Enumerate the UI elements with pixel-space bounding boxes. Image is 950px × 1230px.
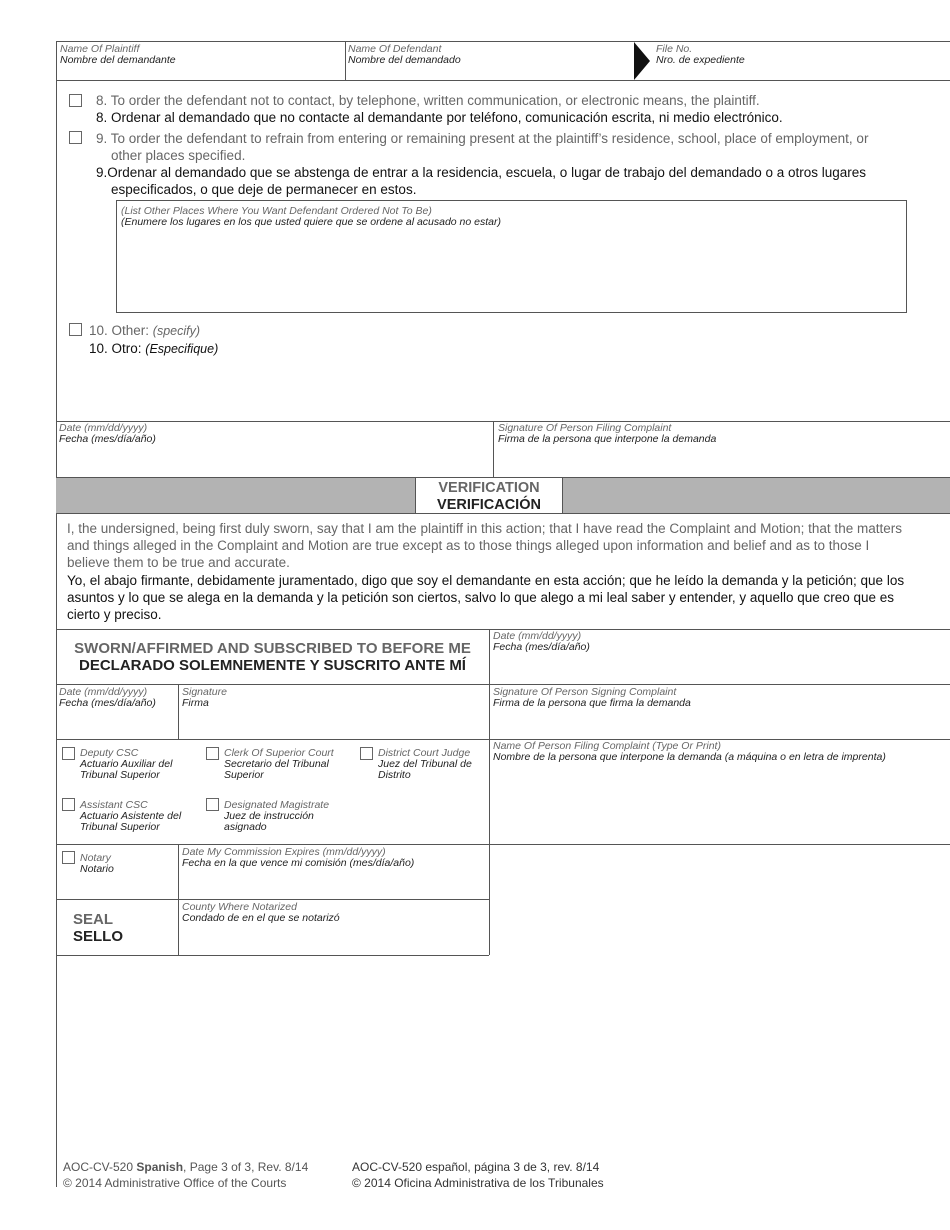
commission-label-es: Fecha en la que vence mi comisión (mes/día/año) xyxy=(182,857,415,869)
file-number-field[interactable] xyxy=(656,44,745,66)
item8-text-es: 8. Ordenar al demandado que no contacte al demandante por teléfono, comunicación escrita, ni medio electrónico. xyxy=(96,110,783,125)
assistant-csc-checkbox[interactable] xyxy=(62,798,75,811)
district-court-judge-checkbox[interactable] xyxy=(360,747,373,760)
designated-magistrate-label: Designated Magistrate Juez de instrucción asignado xyxy=(224,799,330,833)
clerk-superior-court-checkbox[interactable] xyxy=(206,747,219,760)
signing-signature-label-en: Signature Of Person Signing Complaint xyxy=(493,686,677,698)
header-top-rule xyxy=(56,41,950,42)
sworn-left-date-label-en: Date (mm/dd/yyyy) xyxy=(59,686,148,698)
sworn-left-date-label-es: Fecha (mes/día/año) xyxy=(59,697,156,709)
verification-title-en: VERIFICATION xyxy=(438,480,540,496)
seal-bottom-rule xyxy=(56,955,489,956)
sworn-title-es: DECLARADO SOLEMNEMENTE Y SUSCRITO ANTE MÍ xyxy=(79,657,466,674)
defendant-label-es: Nombre del demandado xyxy=(348,54,461,66)
sworn-date-label-en: Date (mm/dd/yyyy) xyxy=(493,630,582,642)
clerk-superior-court-label: Clerk Of Superior Court Secretario del Tribunal Superior xyxy=(224,747,334,781)
sworn-left-date-field[interactable] xyxy=(59,687,156,709)
item10-text-es: 10. Otro: (Especifique) xyxy=(89,341,219,356)
notary-top-rule xyxy=(56,844,950,845)
sworn-center-divider xyxy=(489,629,490,955)
notary-label: Notary Notario xyxy=(80,852,114,875)
seal-label-es: SELLO xyxy=(73,928,124,945)
seal-top-rule xyxy=(56,899,489,900)
header-divider-1 xyxy=(345,41,346,80)
signature-row-divider xyxy=(178,684,179,739)
deputy-csc-checkbox[interactable] xyxy=(62,747,75,760)
places-label-es: (Enumere los lugares en los que usted quiere que se ordene al acusado no estar) xyxy=(121,216,501,228)
item9-text-es-2: especificados, o que deje de permanecer en estos. xyxy=(111,182,417,197)
places-label-en: (List Other Places Where You Want Defendant Ordered Not To Be) xyxy=(121,205,432,217)
filer-name-label-es: Nombre de la persona que interpone la demanda (a máquina o en letra de imprenta) xyxy=(493,751,886,763)
deputy-csc-label: Deputy CSC Actuario Auxiliar del Tribunal Superior xyxy=(80,747,173,781)
item9-checkbox[interactable] xyxy=(69,131,82,144)
official-signature-field[interactable] xyxy=(182,687,227,709)
designated-magistrate-checkbox[interactable] xyxy=(206,798,219,811)
signature-row-rule xyxy=(56,684,950,685)
footer-form-en: AOC-CV-520 Spanish, Page 3 of 3, Rev. 8/14 xyxy=(63,1160,309,1174)
item9-text-en-1: 9. To order the defendant to refrain from entering or remaining present at the plaintiff’s residence, school, place of employment, or xyxy=(96,131,869,146)
left-margin-rule xyxy=(56,41,57,1187)
commission-label-en: Date My Commission Expires (mm/dd/yyyy) xyxy=(182,846,386,858)
filer-name-field[interactable] xyxy=(493,741,886,763)
filing-date-label-en: Date (mm/dd/yyyy) xyxy=(59,422,148,434)
seal-label-en: SEAL xyxy=(73,911,114,928)
district-court-judge-label: District Court Judge Juez del Tribunal de Distrito xyxy=(378,747,472,781)
plaintiff-label-en: Name Of Plaintiff xyxy=(60,43,140,55)
filing-date-label-es: Fecha (mes/día/año) xyxy=(59,433,156,445)
verification-title-box xyxy=(415,477,563,514)
footer-en xyxy=(63,1159,308,1191)
item8-checkbox[interactable] xyxy=(69,94,82,107)
item10-checkbox[interactable] xyxy=(69,323,82,336)
filing-signature-label-en: Signature Of Person Filing Complaint xyxy=(498,422,672,434)
plaintiff-label-es: Nombre del demandante xyxy=(60,54,176,66)
filer-name-label-en: Name Of Person Filing Complaint (Type Or Print) xyxy=(493,740,721,752)
verification-title-es: VERIFICACIÓN xyxy=(437,497,541,513)
file-arrow-icon xyxy=(634,42,652,80)
sworn-date-field[interactable] xyxy=(493,631,590,653)
file-label-es: Nro. de expediente xyxy=(656,54,745,66)
item9-text-en-2: other places specified. xyxy=(111,148,246,163)
sworn-date-label-es: Fecha (mes/día/año) xyxy=(493,641,590,653)
footer-copyright-en: © 2014 Administrative Office of the Courts xyxy=(63,1176,287,1190)
header-bottom-rule xyxy=(56,80,950,81)
item8-text-en: 8. To order the defendant not to contact, by telephone, written communication, or electronic means, the plaintiff. xyxy=(96,93,760,108)
filing-date-field[interactable] xyxy=(59,423,156,445)
signing-signature-label-es: Firma de la persona que firma la demanda xyxy=(493,697,691,709)
filing-signature-field[interactable] xyxy=(498,423,716,445)
sworn-title xyxy=(56,640,489,674)
file-label-en: File No. xyxy=(656,43,693,55)
seal-label xyxy=(73,911,123,945)
official-signature-label-en: Signature xyxy=(182,686,227,698)
assistant-csc-label: Assistant CSC Actuario Asistente del Tribunal Superior xyxy=(80,799,182,833)
footer-form-es: AOC-CV-520 español, página 3 de 3, rev. 8/14 xyxy=(352,1160,600,1174)
filing-signature-label-es: Firma de la persona que interpone la demanda xyxy=(498,433,717,445)
verification-paragraph-en: I, the undersigned, being first duly sworn, say that I am the plaintiff in this action; that I have read the Complaint and Motion; that the matters and things alleged in the Complaint and Motion are true except as to those things alleged upon information and belief and as to those I believe them to be true and accurate. xyxy=(67,521,902,570)
plaintiff-field[interactable] xyxy=(60,44,176,66)
notary-checkbox[interactable] xyxy=(62,851,75,864)
sworn-title-en: SWORN/AFFIRMED AND SUBSCRIBED TO BEFORE ME xyxy=(74,640,471,657)
signing-signature-field[interactable] xyxy=(493,687,691,709)
county-field[interactable] xyxy=(182,902,340,924)
places-textarea[interactable] xyxy=(116,200,907,313)
defendant-label-en: Name Of Defendant xyxy=(348,43,442,55)
commission-expires-field[interactable] xyxy=(182,847,414,869)
county-label-en: County Where Notarized xyxy=(182,901,297,913)
footer-copyright-es: © 2014 Oficina Administrativa de los Tribunales xyxy=(352,1176,604,1190)
county-label-es: Condado de en el que se notarizó xyxy=(182,912,340,924)
footer-es xyxy=(352,1159,604,1191)
item9-text-es-1: 9.Ordenar al demandado que se abstenga de entrar a la residencia, escuela, o lugar de trabajo del demandado o a otros lugares xyxy=(96,165,867,180)
item10-text-en: 10. Other: (specify) xyxy=(89,323,201,338)
defendant-field[interactable] xyxy=(348,44,461,66)
verification-paragraph-es: Yo, el abajo firmante, debidamente juramentado, digo que soy el demandante en esta acción; que he leído la demanda y la petición; que los asuntos y lo que se alega en la demanda y la petición son ciertos, salvo lo que alego a mi leal saber y entender, y aquello que creo que es cierto y preciso. xyxy=(67,573,905,622)
official-signature-label-es: Firma xyxy=(182,697,209,709)
date-row-divider xyxy=(493,421,494,477)
